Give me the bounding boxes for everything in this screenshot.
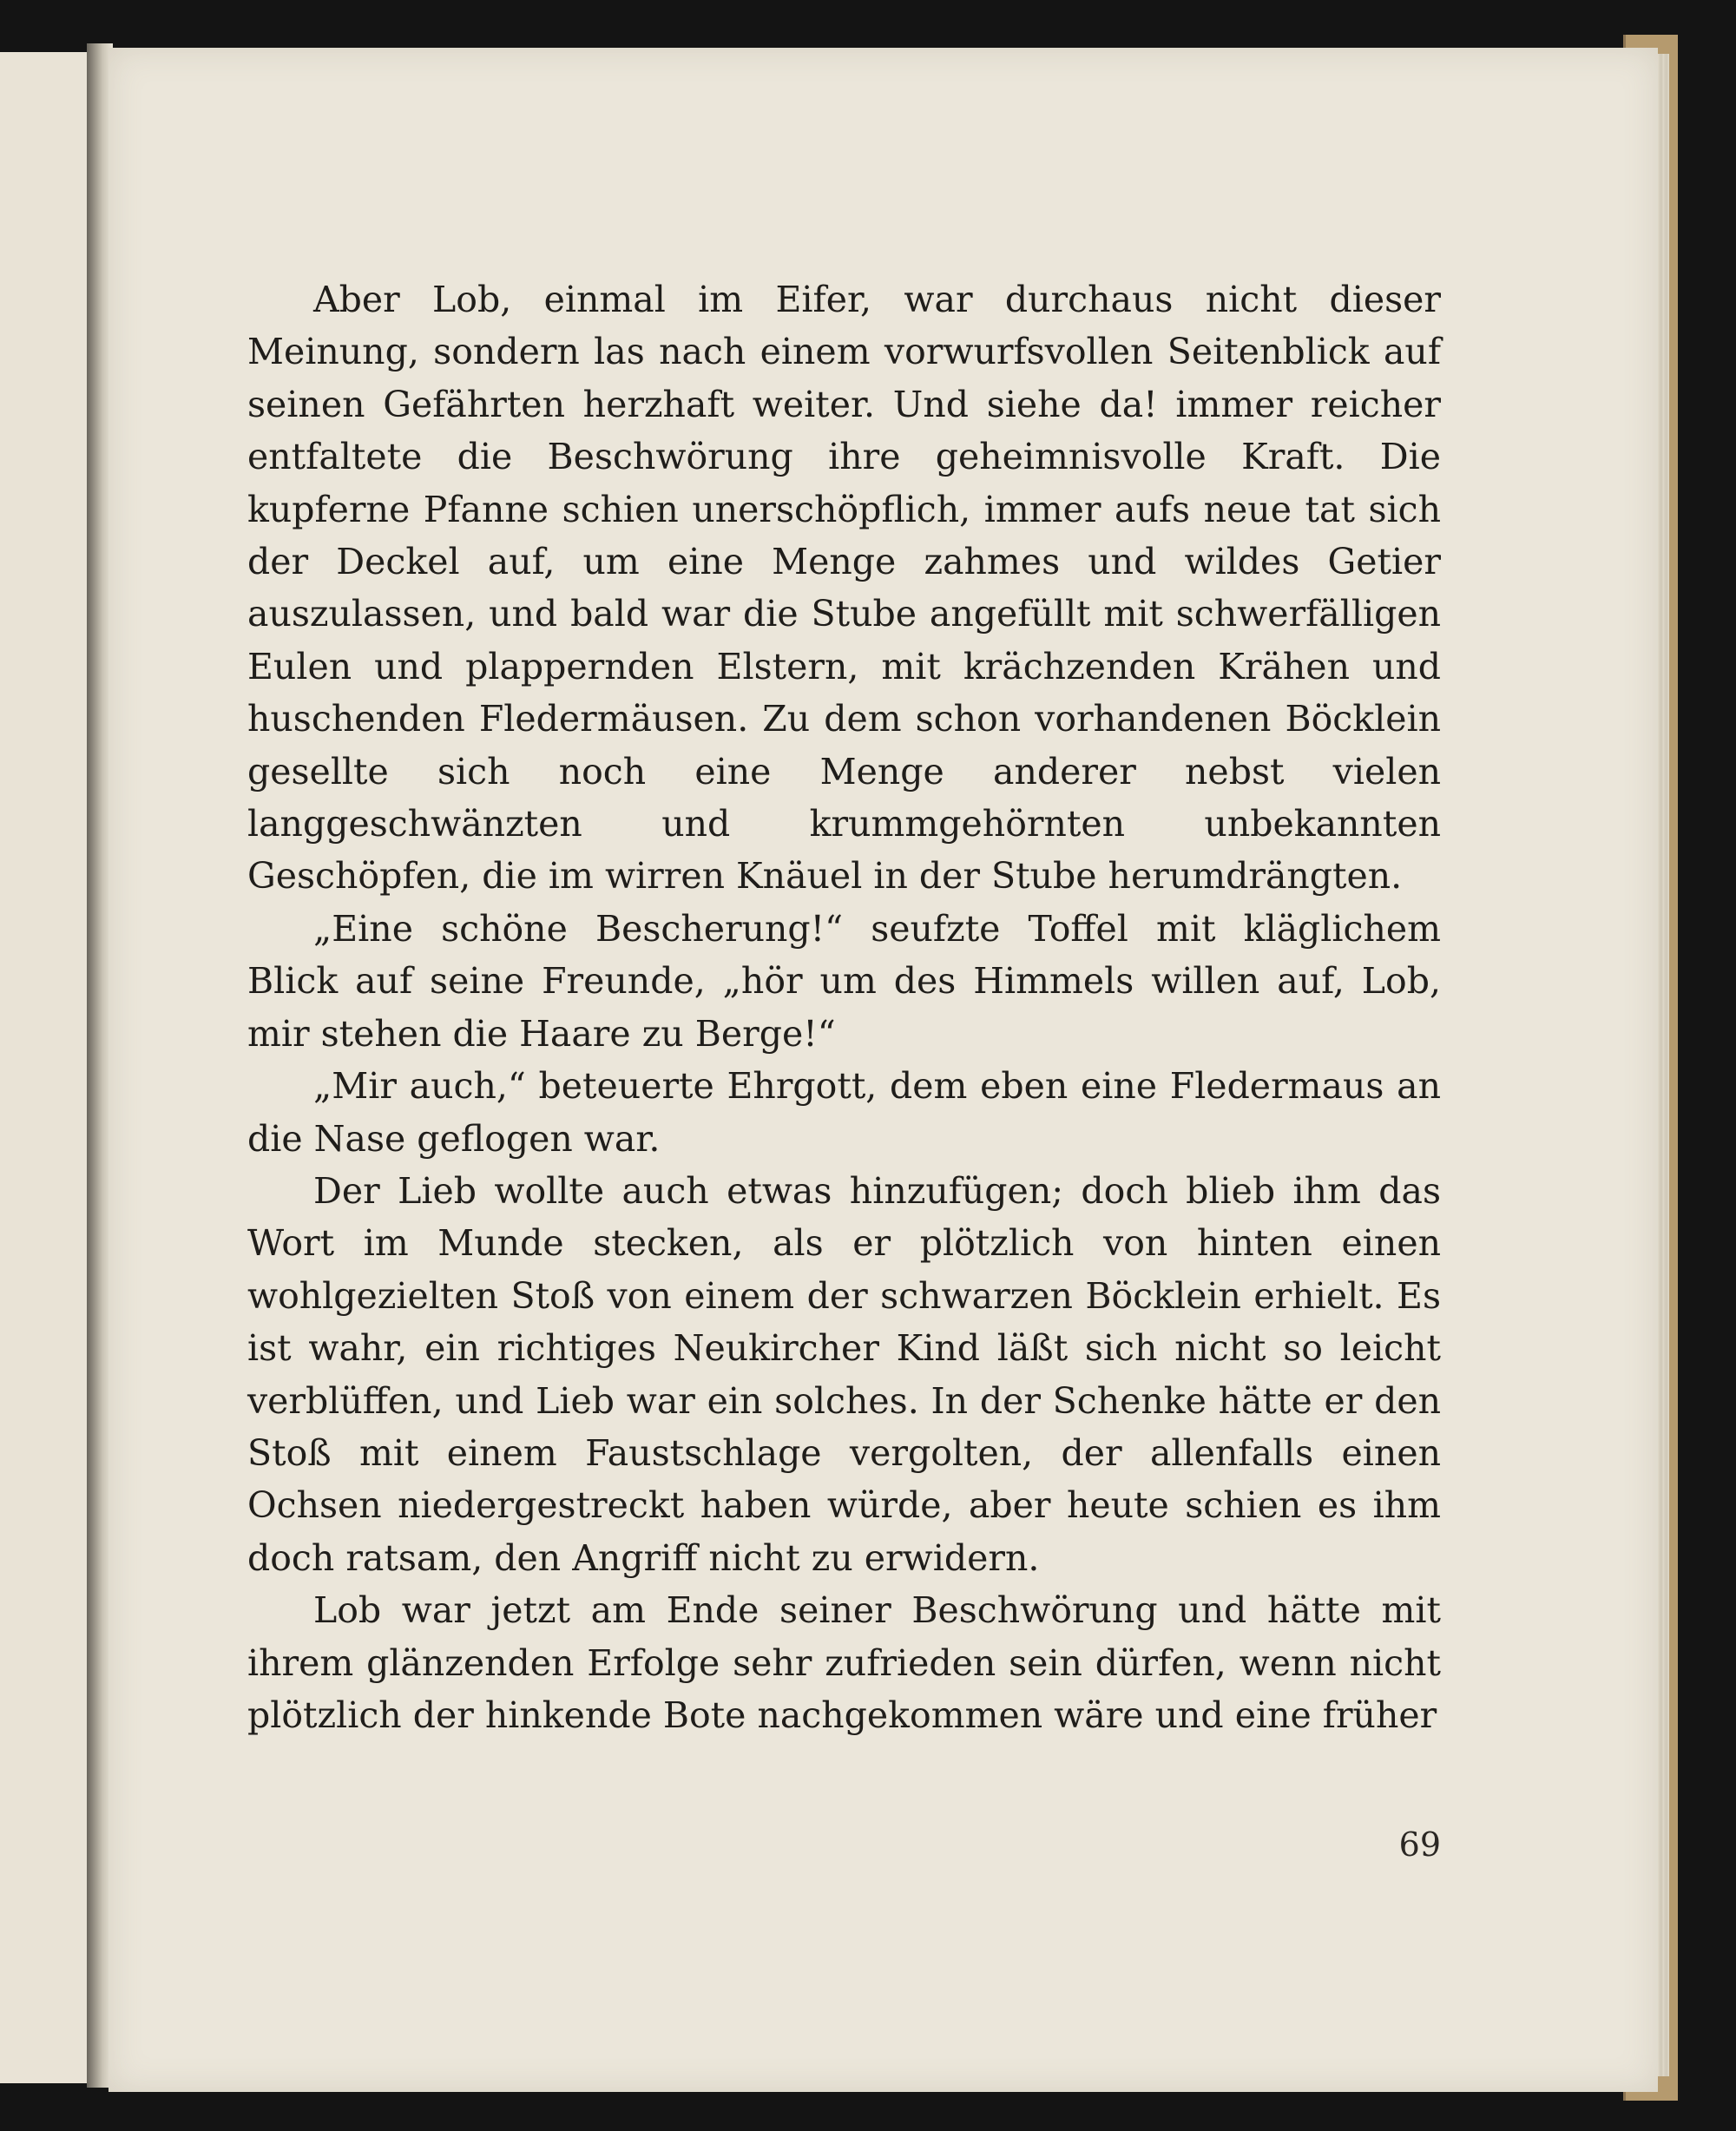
facing-page-edge	[0, 52, 99, 2083]
page-number: 69	[1398, 1825, 1441, 1864]
paragraph: Der Lieb wollte auch etwas hinzufügen; doch blieb ihm das Wort im Munde stecken, als er plötzlich von hinten einen wohlgezielten Stoß von einem der schwarzen Böcklein erhielt. Es ist wahr, ein richtiges Neukircher Kind läßt sich nicht so leicht verblüffen, und Lieb war ein solches. In der Schenke hätte er den Stoß mit einem Faustschlage vergolten, der allenfalls einen Ochsen niedergestreckt haben würde, aber heute schien es ihm doch ratsam, den Angriff nicht zu erwidern.	[247, 1169, 1441, 1579]
paragraph: Lob war jetzt am Ende seiner Beschwörung und hätte mit ihrem glänzenden Erfolge sehr zufrieden sein dürfen, wenn nicht plötzlich der hinkende Bote nachgekommen wäre und eine früher	[247, 1589, 1441, 1736]
paragraph: Aber Lob, einmal im Eifer, war durchaus nicht dieser Meinung, sondern las nach einem vorwurfsvollen Seitenblick auf seinen Gefährten herzhaft weiter. Und siehe da! immer reicher entfaltete die Beschwörung ihre geheimnisvolle Kraft. Die kupferne Pfanne schien unerschöpflich, immer aufs neue tat sich der Deckel auf, um eine Menge zahmes und wildes Getier auszulassen, und bald war die Stube angefüllt mit schwerfälligen Eulen und plappernden Elstern, mit krächzenden Krähen und huschenden Fledermäusen. Zu dem schon vorhandenen Böcklein gesellte sich noch eine Menge anderer nebst vielen langgeschwänzten und krummgehörnten unbekannten Geschöpfen, die im wirren Knäuel in der Stube herumdrängten.	[247, 279, 1441, 898]
body-text	[247, 273, 1441, 1741]
book-page	[108, 48, 1658, 2092]
paragraph: „Eine schöne Bescherung!“ seufzte Toffel mit kläglichem Blick auf seine Freunde, „hör um des Himmels willen auf, Lob, mir stehen die Haare zu Berge!“	[247, 907, 1441, 1055]
paragraph: „Mir auch,“ beteuerte Ehrgott, dem eben eine Fledermaus an die Nase geflogen war.	[247, 1065, 1441, 1160]
